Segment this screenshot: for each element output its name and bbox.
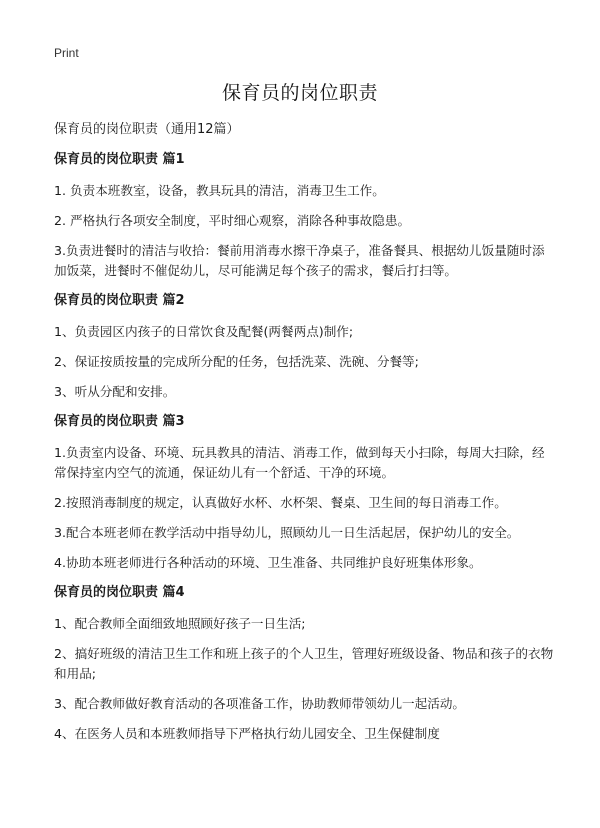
print-label[interactable]: Print [54,46,79,60]
document-subtitle: 保育员的岗位职责（通用12篇） [54,122,240,137]
paragraph: 2、搞好班级的清洁卫生工作和班上孩子的个人卫生，管理好班级设备、物品和孩子的衣物和用品; [54,646,554,681]
paragraph: 3、听从分配和安排。 [54,384,176,399]
document-body [54,120,554,752]
section-3 [54,412,554,573]
paragraph: 2. 严格执行各项安全制度，平时细心观察，消除各种事故隐患。 [54,213,411,228]
paragraph: 3.负责进餐时的清洁与收拾：餐前用消毒水擦干净桌子，准备餐具、根据幼儿饭量随时添加饭菜，进餐时不催促幼儿，尽可能满足每个孩子的需求，餐后打扫等。 [54,243,545,278]
paragraph: 1、配合教师全面细致地照顾好孩子一日生活; [54,616,306,631]
paragraph: 1、负责园区内孩子的日常饮食及配餐(两餐两点)制作; [54,324,354,339]
paragraph: 4、在医务人员和本班教师指导下严格执行幼儿园安全、卫生保健制度 [54,726,440,741]
paragraph: 1.负责室内设备、环境、玩具教具的清洁、消毒工作，做到每天小扫除，每周大扫除，经常保持室内空气的流通，保证幼儿有一个舒适、干净的环境。 [54,445,545,480]
section-2 [54,291,554,402]
page-title: 保育员的岗位职责 [221,82,378,104]
paragraph: 3、配合教师做好教育活动的各项准备工作，协助教师带领幼儿一起活动。 [54,696,466,711]
section-1 [54,150,554,281]
section-heading: 保育员的岗位职责 篇4 [54,585,185,600]
paragraph: 2、保证按质按量的完成所分配的任务，包括洗菜、洗碗、分餐等; [54,354,419,369]
paragraph: 1. 负责本班教室，设备，教具玩具的清洁，消毒卫生工作。 [54,183,385,198]
paragraph: 2.按照消毒制度的规定，认真做好水杯、水杯架、餐桌、卫生间的每日消毒工作。 [54,495,507,510]
section-heading: 保育员的岗位职责 篇2 [54,293,185,308]
section-heading: 保育员的岗位职责 篇3 [54,414,185,429]
paragraph: 3.配合本班老师在教学活动中指导幼儿，照顾幼儿一日生活起居，保护幼儿的安全。 [54,525,520,540]
section-4 [54,583,554,744]
section-heading: 保育员的岗位职责 篇1 [54,152,185,167]
paragraph: 4.协助本班老师进行各种活动的环境、卫生准备、共同维护良好班集体形象。 [54,555,482,570]
